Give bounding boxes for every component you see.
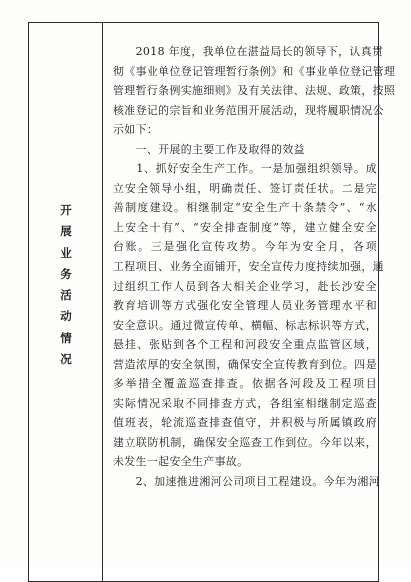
body-text-line: 教育培训等方式强化安全管理人员业务管理水平和 bbox=[113, 299, 377, 313]
body-text-line: 悬挂、张贴到各个工程和河段安全重点监管区域， bbox=[113, 338, 377, 352]
section-label-char: 活 bbox=[60, 288, 72, 303]
body-text-line: 核准登记的宗旨和业务范围开展活动，现将履职情况公 bbox=[113, 103, 384, 117]
section-content-cell bbox=[113, 42, 396, 492]
body-text-line: 台账。三是强化宣传攻势。今年为安全月，各项 bbox=[113, 240, 377, 254]
section-label-char: 况 bbox=[60, 352, 72, 367]
body-text-line: 多举措全覆盖巡查排查。依据各河段及工程项目 bbox=[113, 377, 377, 391]
section-heading-line: 一、开展的主要工作及取得的效益 bbox=[113, 142, 305, 156]
section-label-cell bbox=[29, 23, 103, 581]
form-table bbox=[28, 22, 396, 582]
section-label-char: 业 bbox=[60, 245, 72, 260]
body-text-line: 未发生一起安全生产事故。 bbox=[113, 455, 249, 469]
section-label bbox=[29, 200, 103, 370]
section-label-char: 动 bbox=[60, 309, 72, 324]
body-text-line: 工程项目、业务全面铺开，安全宣传力度持续加强，通 bbox=[113, 260, 384, 274]
section-label-char: 务 bbox=[60, 266, 72, 281]
body-text-line: 2、加速推进湘河公司项目工程建设。今年为湘河 bbox=[113, 475, 381, 489]
body-text-line: 立安全领导小组，明确责任、签订责任状。二是完 bbox=[113, 181, 377, 195]
section-label-char: 展 bbox=[60, 224, 72, 239]
section-label-char: 情 bbox=[60, 330, 72, 345]
body-text-line: 值班表，轮流巡查排查值守，并积极与所属镇政府 bbox=[113, 416, 377, 430]
body-text-line: 彻《事业单位登记管理暂行条例》和《事业单位登记管理 bbox=[113, 64, 396, 78]
body-text-line: 实际情况采取不同排查方式，各组室相继制定巡查 bbox=[113, 396, 377, 410]
body-text-line: 营造浓厚的安全氛围，确保安全宣传教育到位。四是 bbox=[113, 357, 377, 371]
body-text-line: 示如下： bbox=[113, 123, 159, 137]
body-text-line: 1、抓好安全生产工作。一是加强组织领导。成 bbox=[113, 162, 377, 176]
body-text-line: 2018 年度，我单位在湛益局长的领导下，认真贯 bbox=[113, 45, 384, 58]
body-text-line: 过组织工作人员到各大相关企业学习，赴长沙安全 bbox=[113, 279, 377, 293]
body-text-line: 安全意识。通过微宣传单、横幅、标志标识等方式， bbox=[113, 318, 377, 332]
body-text-line: 建立联防机制，确保安全巡查工作到位。今年以来， bbox=[113, 435, 377, 449]
body-text-line: 善制度建设。相继制定“安全生产十条禁令”、“水 bbox=[113, 201, 377, 215]
body-text-line: 管理暂行条例实施细则》及有关法律、法规、政策，按照 bbox=[113, 84, 396, 98]
section-label-char: 开 bbox=[60, 203, 72, 217]
body-text-line: 上安全十有”、“安全排查制度”等，建立健全安全 bbox=[113, 220, 377, 234]
